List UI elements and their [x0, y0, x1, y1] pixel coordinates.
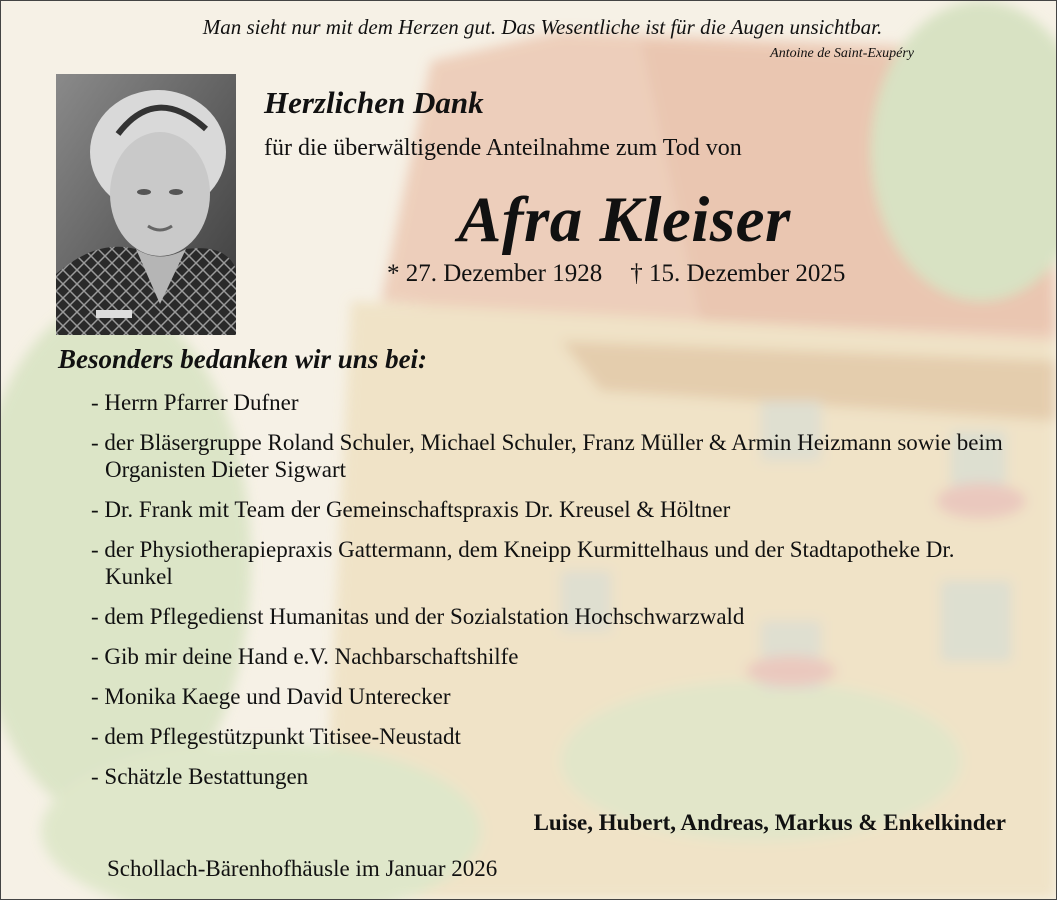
list-item: - Dr. Frank mit Team der Gemeinschaftspraxis Dr. Kreusel & Höltner	[91, 497, 731, 522]
signers: Luise, Hubert, Andreas, Markus & Enkelkinder	[533, 810, 1006, 835]
list-item: - der Bläsergruppe Roland Schuler, Michael Schuler, Franz Müller & Armin Heizmann sowie beim Organisten Dieter Sigwart	[91, 430, 1003, 482]
portrait-photo	[56, 74, 236, 335]
list-item: - dem Pflegestützpunkt Titisee-Neustadt	[91, 724, 461, 749]
acknowledgements-list	[91, 389, 1021, 803]
list-item: - Gib mir deine Hand e.V. Nachbarschaftshilfe	[91, 644, 519, 669]
list-item: - der Physiotherapiepraxis Gattermann, dem Kneipp Kurmittelhaus und der Stadtapotheke Dr. Kunkel	[91, 537, 955, 589]
thanks-intro: für die überwältigende Anteilnahme zum Tod von	[264, 135, 742, 161]
list-item: - Monika Kaege und David Unterecker	[91, 684, 451, 709]
list-item: - Herrn Pfarrer Dufner	[91, 390, 299, 415]
portrait-drawing	[56, 74, 236, 335]
life-dates	[387, 260, 845, 288]
epigraph-quote: Man sieht nur mit dem Herzen gut. Das Wesentliche ist für die Augen unsichtbar.	[202, 15, 883, 39]
thanks-heading: Herzlichen Dank	[264, 85, 484, 120]
deceased-name: Afra Kleiser	[458, 184, 791, 256]
place-and-date: Schollach-Bärenhofhäusle im Januar 2026	[107, 856, 498, 881]
acknowledgements-heading: Besonders bedanken wir uns bei:	[58, 344, 428, 374]
death-date: † 15. Dezember 2025	[630, 260, 846, 287]
list-item: - Schätzle Bestattungen	[91, 764, 309, 789]
list-item: - dem Pflegedienst Humanitas und der Sozialstation Hochschwarzwald	[91, 604, 745, 629]
birth-date: * 27. Dezember 1928	[387, 260, 603, 287]
epigraph-author: Antoine de Saint-Exupéry	[770, 46, 914, 61]
